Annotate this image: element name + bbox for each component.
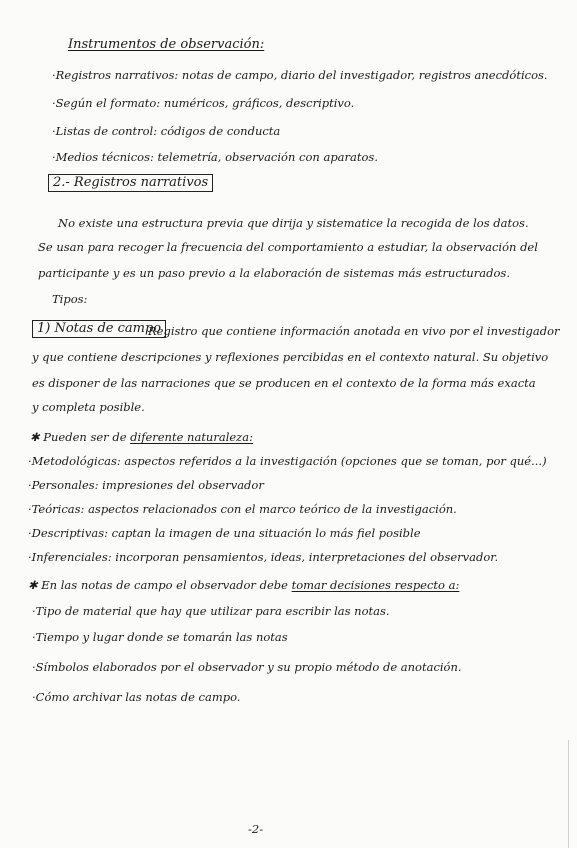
types-intro [30, 430, 253, 444]
scan-edge-line [568, 740, 569, 848]
paragraph-line: No existe una estructura previa que dirija y sistematice la recogida de los datos. [58, 216, 529, 230]
decisions-intro-prefix: ✱ En las notas de campo el observador debe [28, 578, 288, 592]
types-intro-prefix: ✱ Pueden ser de [30, 430, 127, 444]
type-item: ·Teóricas: aspectos relacionados con el marco teórico de la investigación. [28, 502, 457, 516]
instrument-item: ·Listas de control: códigos de conducta [52, 124, 281, 138]
decision-item: ·Tiempo y lugar donde se tomarán las notas [32, 630, 288, 644]
type-item: ·Metodológicas: aspectos referidos a la investigación (opciones que se toman, por qué...) [28, 454, 547, 468]
page-number: -2- [248, 822, 264, 836]
types-intro-underlined: diferente naturaleza: [130, 430, 253, 444]
decisions-intro [28, 578, 459, 592]
instrument-item: ·Registros narrativos: notas de campo, diario del investigador, registros anecdóticos. [52, 68, 548, 82]
notas-de-campo-title: 1) Notas de campo [32, 320, 166, 338]
notas-text-line: y que contiene descripciones y reflexiones percibidas en el contexto natural. Su objetivo [32, 350, 549, 364]
decision-item: ·Símbolos elaborados por el observador y su propio método de anotación. [32, 660, 462, 674]
notas-text-line: Registro que contiene información anotada en vivo por el investigador [148, 324, 560, 338]
instrument-item: ·Medios técnicos: telemetría, observación con aparatos. [52, 150, 378, 164]
type-item: ·Descriptivas: captan la imagen de una situación lo más fiel posible [28, 526, 421, 540]
notas-text-line: es disponer de las narraciones que se producen en el contexto de la forma más exacta [32, 376, 536, 390]
decision-item: ·Tipo de material que hay que utilizar para escribir las notas. [32, 604, 390, 618]
notas-text-line: y completa posible. [32, 400, 145, 414]
type-item: ·Inferenciales: incorporan pensamientos, ideas, interpretaciones del observador. [28, 550, 499, 564]
type-item: ·Personales: impresiones del observador [28, 478, 264, 492]
paragraph-line: Se usan para recoger la frecuencia del comportamiento a estudiar, la observación del [38, 240, 538, 254]
page-heading: Instrumentos de observación: [68, 37, 265, 52]
paragraph-line: participante y es un paso previo a la elaboración de sistemas más estructurados. [38, 266, 510, 280]
tipos-label: Tipos: [52, 292, 88, 306]
instrument-item: ·Según el formato: numéricos, gráficos, descriptivo. [52, 96, 355, 110]
decisions-intro-underlined: tomar decisiones respecto a: [291, 578, 460, 592]
section-2-title: 2.- Registros narrativos [48, 174, 213, 192]
decision-item: ·Cómo archivar las notas de campo. [32, 690, 241, 704]
